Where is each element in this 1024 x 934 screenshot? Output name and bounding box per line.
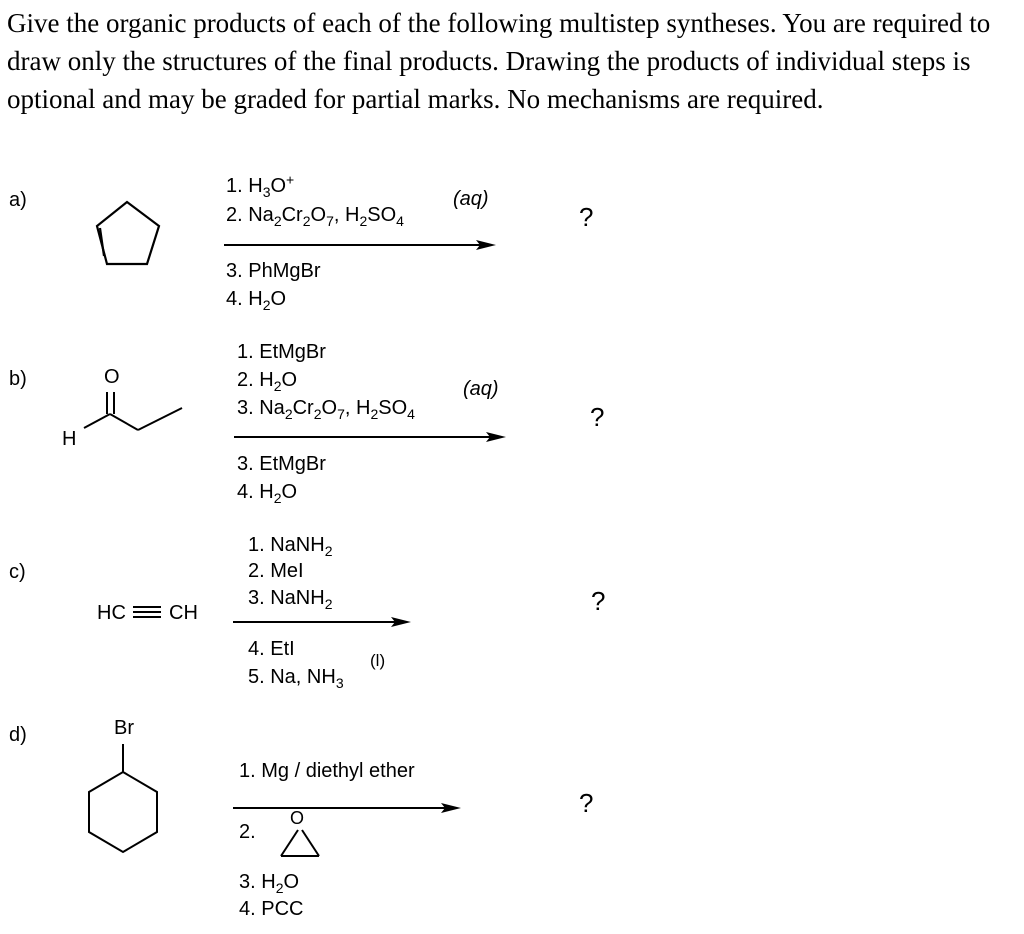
part-a-label: a): [9, 189, 27, 211]
part-b-reaction-arrow: [234, 430, 506, 444]
part-a-reagent-3: 3. PhMgBr: [226, 260, 321, 282]
part-c-reagent-4: 4. EtI: [248, 638, 295, 660]
part-a-reagent-1: 1. $H_3O^+$: [226, 171, 295, 200]
part-d-reaction-arrow: [233, 801, 461, 815]
part-c-answer-placeholder: ?: [591, 586, 606, 616]
part-d-reagent-3: 3. $H_2O$: [239, 871, 300, 896]
propanal-hydrogen-atom: H: [62, 428, 77, 450]
propanal-structure: [78, 388, 188, 438]
acetylene-right-carbon: CH: [169, 602, 198, 624]
part-c-reagent-2: 2. MeI: [248, 560, 304, 582]
part-a-reaction-arrow: [224, 238, 496, 252]
part-c-liquid-condition: (l): [370, 651, 386, 670]
part-b-aq-condition: (aq): [463, 378, 499, 400]
ethylene-oxide-structure: [277, 826, 323, 860]
part-b-answer-placeholder: ?: [590, 402, 605, 432]
part-d-label: d): [9, 724, 27, 746]
part-c-reagent-1: 1. NaNH$_2$: [248, 534, 333, 559]
acetylene-left-carbon: HC: [97, 602, 126, 624]
part-c-reagent-5: 5. Na, $NH_3$: [248, 666, 344, 691]
propanal-oxygen-atom: O: [104, 366, 120, 388]
part-d-reagent-4: 4. PCC: [239, 898, 304, 920]
bromocyclohexane-structure: [83, 742, 163, 857]
part-b-reagent-3: 3. $Na_2Cr_2O_7$, $H_2SO_4$: [237, 397, 415, 422]
bromine-atom: Br: [114, 717, 134, 739]
acetylene-structure: [97, 601, 198, 625]
cyclopentene-structure: [95, 198, 165, 270]
instructions-paragraph: Give the organic products of each of the following multistep syntheses. You are required to draw only the structures of the final products. Drawing the products of individual steps is optional and may be graded for partial marks. No mechanisms are required.: [7, 8, 991, 114]
part-b-reagent-1: 1. EtMgBr: [237, 341, 326, 363]
part-d-reagent-2-number: 2.: [239, 821, 256, 843]
epoxide-oxygen-atom: O: [290, 808, 305, 828]
part-b-reagent-4: 3. EtMgBr: [237, 453, 326, 475]
part-c-reaction-arrow: [233, 615, 411, 629]
part-a-reagent-4: 4. $H_2O$: [226, 288, 287, 313]
part-c-label: c): [9, 561, 26, 583]
part-a-aq-condition: (aq): [453, 188, 489, 210]
part-d-reagent-1: 1. Mg / diethyl ether: [239, 760, 415, 782]
triple-bond: [132, 603, 162, 621]
part-a-reagent-2: 2. $Na_2Cr_2O_7$, $H_2SO_4$: [226, 204, 404, 229]
part-c-reagent-3: 3. NaNH$_2$: [248, 587, 333, 612]
part-a-answer-placeholder: ?: [579, 202, 594, 232]
part-d-answer-placeholder: ?: [579, 788, 594, 818]
part-b-reagent-2: 2. $H_2O$: [237, 369, 298, 394]
part-b-label: b): [9, 368, 27, 390]
part-b-reagent-5: 4. $H_2O$: [237, 481, 298, 506]
